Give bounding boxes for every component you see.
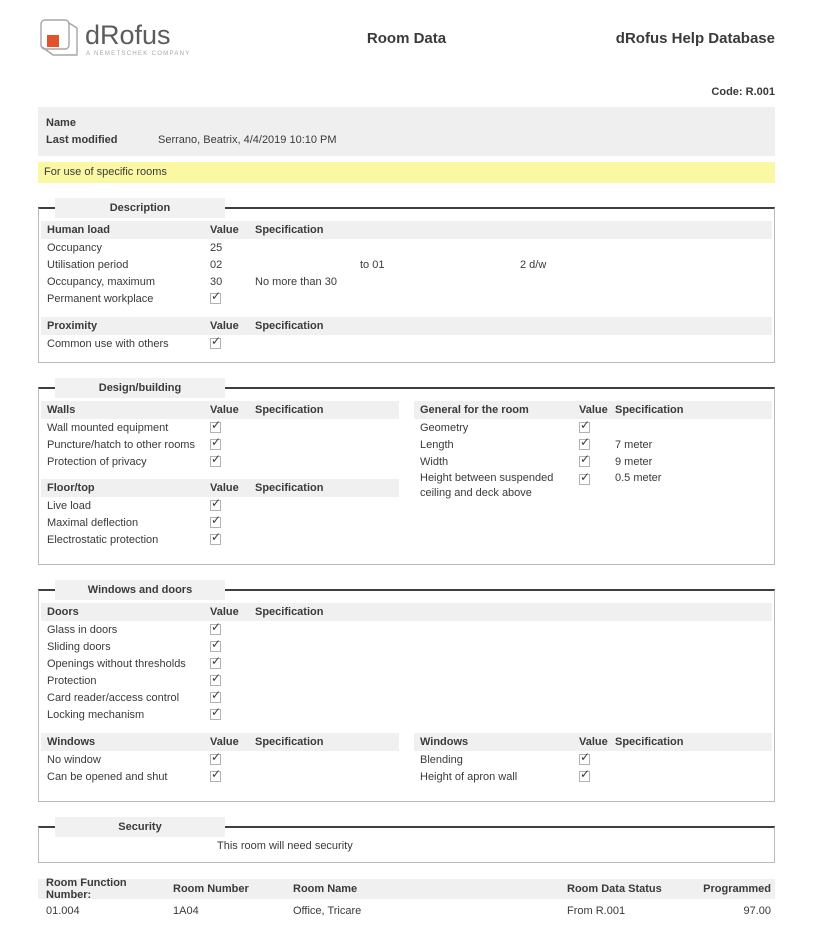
col-header-room-data-status: Room Data Status	[567, 883, 662, 895]
last-modified-row	[46, 131, 767, 148]
checkbox-checked[interactable]	[210, 289, 222, 304]
table-row	[41, 514, 399, 531]
row-label: Openings without thresholds	[47, 657, 186, 670]
col-header-room-function-number: Room Function Number:	[46, 877, 127, 901]
table-row	[41, 672, 772, 689]
section-description	[38, 202, 775, 363]
check-icon: ✓	[211, 334, 222, 349]
check-icon: ✓	[580, 452, 591, 467]
row-value	[579, 452, 615, 468]
check-icon: ✓	[211, 435, 222, 450]
logo-wordmark: dRofus	[85, 20, 171, 50]
last-modified-label: Last modified	[46, 133, 118, 146]
room-data-status: From R.001	[567, 905, 626, 917]
room-code: Code: R.001	[711, 86, 775, 98]
group-name: Doors	[47, 606, 79, 618]
table-row	[414, 768, 772, 785]
value-column-header: Value	[210, 224, 239, 236]
row-value	[210, 767, 255, 783]
row-value	[210, 496, 255, 512]
check-icon: ✓	[211, 496, 222, 511]
table-row	[41, 497, 399, 514]
table-row	[41, 239, 772, 256]
table-row	[41, 531, 399, 548]
usage-note: For use of specific rooms	[38, 162, 775, 183]
group-name: Human load	[47, 224, 110, 236]
database-title: dRofus Help Database	[615, 30, 775, 47]
checkbox-checked[interactable]	[579, 418, 591, 433]
check-icon: ✓	[211, 688, 222, 703]
design-right-column	[414, 401, 772, 548]
row-spec: 0.5 meter	[615, 472, 662, 484]
checkbox-checked[interactable]	[210, 637, 222, 652]
table-row	[41, 655, 772, 672]
checkbox-checked[interactable]	[210, 496, 222, 511]
table-row	[41, 706, 772, 723]
value-column-header: Value	[210, 320, 239, 332]
group-header-human-load	[41, 221, 772, 239]
logo-orange-square	[47, 35, 59, 47]
table-row	[38, 901, 775, 921]
check-icon: ✓	[580, 767, 591, 782]
checkbox-checked[interactable]	[579, 750, 591, 765]
check-icon: ✓	[211, 671, 222, 686]
row-label: Occupancy, maximum	[47, 275, 155, 288]
row-label: Glass in doors	[47, 623, 118, 636]
row-spec: 9 meter	[615, 455, 653, 468]
table-row	[414, 419, 772, 436]
checkbox-checked[interactable]	[210, 334, 222, 349]
checkbox-checked[interactable]	[210, 705, 222, 720]
checkbox-checked[interactable]	[210, 767, 222, 782]
row-label: Protection	[47, 674, 97, 687]
checkbox-checked[interactable]	[210, 530, 222, 545]
value-column-header: Value	[210, 736, 239, 748]
row-label: Height of apron wall	[420, 770, 518, 783]
row-label: No window	[47, 753, 101, 766]
checkbox-checked[interactable]	[210, 688, 222, 703]
row-value: 30	[210, 275, 223, 288]
specification-column-header: Specification	[255, 224, 324, 236]
check-icon: ✓	[211, 530, 222, 545]
checkbox-checked[interactable]	[210, 620, 222, 635]
section-security	[38, 821, 775, 863]
row-label: Blending	[420, 753, 463, 766]
row-label: Length	[420, 438, 454, 451]
table-row	[41, 453, 399, 470]
row-label: Common use with others	[47, 337, 169, 350]
row-label: Maximal deflection	[47, 516, 139, 529]
row-label: Puncture/hatch to other rooms	[47, 438, 195, 451]
group-header-walls	[41, 401, 399, 419]
section-design-building-tab: Design/building	[55, 378, 225, 398]
section-windows-doors	[38, 584, 775, 802]
windows-right-column	[414, 733, 772, 785]
table-row	[414, 453, 772, 470]
programmed-value: 97.00	[743, 905, 771, 917]
row-label: Permanent workplace	[47, 292, 154, 305]
table-row	[414, 751, 772, 768]
table-row	[41, 273, 772, 290]
group-header-proximity	[41, 317, 772, 335]
row-label: Utilisation period	[47, 258, 129, 271]
row-value: 25	[210, 241, 223, 254]
value-column-header: Value	[210, 482, 239, 494]
group-header-floor-top	[41, 479, 399, 497]
group-name: Floor/top	[47, 482, 95, 494]
row-label: Height between suspended ceiling and deck above	[420, 472, 554, 499]
report-header	[38, 14, 775, 62]
check-icon: ✓	[580, 418, 591, 433]
specification-column-header: Specification	[255, 606, 324, 618]
check-icon: ✓	[211, 767, 222, 782]
room-summary-table	[38, 879, 775, 921]
check-icon: ✓	[211, 452, 222, 467]
row-value	[210, 334, 255, 350]
table-row	[41, 290, 772, 307]
row-label: Protection of privacy	[47, 455, 147, 468]
row-value	[579, 471, 615, 487]
room-name: Office, Tricare	[293, 905, 362, 917]
col-header-room-name: Room Name	[293, 883, 358, 895]
group-header-windows	[414, 733, 772, 751]
row-spec: 7 meter	[615, 438, 653, 451]
checkbox-checked[interactable]	[210, 513, 222, 528]
section-security-tab: Security	[55, 817, 225, 837]
checkbox-checked[interactable]	[210, 452, 222, 467]
check-icon: ✓	[211, 289, 222, 304]
group-name: Proximity	[47, 320, 98, 332]
row-value	[579, 767, 615, 783]
group-header-general	[414, 401, 772, 419]
checkbox-checked[interactable]	[579, 452, 591, 467]
table-row	[41, 621, 772, 638]
row-label: Sliding doors	[47, 640, 111, 653]
table-row	[41, 256, 772, 273]
row-label: Wall mounted equipment	[47, 421, 169, 434]
table-row	[414, 436, 772, 453]
row-label: Geometry	[420, 421, 469, 434]
row-value	[210, 688, 255, 704]
row-value	[210, 637, 255, 653]
value-column-header: Value	[210, 404, 239, 416]
group-name: Windows	[47, 736, 96, 748]
row-label: Electrostatic protection	[47, 533, 159, 546]
checkbox-checked[interactable]	[210, 418, 222, 433]
check-icon: ✓	[211, 418, 222, 433]
row-value	[210, 418, 255, 434]
table-row	[41, 436, 399, 453]
check-icon: ✓	[580, 435, 591, 450]
section-windows-doors-tab: Windows and doors	[55, 580, 225, 600]
windows-left-column	[41, 733, 399, 785]
value-column-header: Value	[210, 606, 239, 618]
specification-column-header: Specification	[615, 736, 684, 748]
value-column-header: Value	[579, 736, 608, 748]
room-info-box	[38, 107, 775, 156]
table-row	[41, 751, 399, 768]
specification-column-header: Specification	[615, 404, 684, 416]
specification-column-header: Specification	[255, 482, 324, 494]
check-icon: ✓	[211, 513, 222, 528]
table-row	[414, 470, 772, 501]
row-value	[579, 418, 615, 434]
row-value	[210, 654, 255, 670]
drofus-logo	[38, 14, 268, 62]
row-label: Live load	[47, 499, 92, 512]
col-header-room-number: Room Number	[173, 883, 249, 895]
checkbox-checked[interactable]	[210, 654, 222, 669]
name-label: Name	[46, 116, 76, 129]
row-label: Card reader/access control	[47, 691, 180, 704]
logo-tagline: A NEMETSCHEK COMPANY	[86, 51, 191, 57]
row-spec: No more than 30	[255, 275, 337, 288]
row-value	[579, 435, 615, 451]
section-design-building	[38, 382, 775, 565]
check-icon: ✓	[211, 620, 222, 635]
checkbox-checked[interactable]	[579, 767, 591, 782]
checkbox-checked[interactable]	[579, 469, 591, 485]
checkbox-checked[interactable]	[210, 750, 222, 765]
security-note: This room will need security	[217, 840, 353, 852]
checkbox-checked[interactable]	[210, 435, 222, 450]
row-value	[210, 452, 255, 468]
group-header-doors	[41, 603, 772, 621]
page-title: Room Data	[366, 30, 447, 47]
row-label: Can be opened and shut	[47, 770, 168, 783]
specification-column-header: Specification	[255, 736, 324, 748]
checkbox-checked[interactable]	[579, 435, 591, 450]
room-function-number: 01.004	[46, 905, 80, 917]
value-column-header: Value	[579, 404, 608, 416]
table-row	[41, 689, 772, 706]
table-row	[41, 419, 399, 436]
row-value	[210, 435, 255, 451]
row-label: Locking mechanism	[47, 708, 145, 721]
row-value	[210, 289, 255, 305]
table-row	[41, 638, 772, 655]
section-description-tab: Description	[55, 198, 225, 218]
row-value	[210, 750, 255, 766]
col-header-programmed: Programmed	[703, 883, 771, 895]
drofus-logo-graphic	[38, 14, 213, 62]
row-extra-1: to 01	[360, 258, 385, 271]
specification-column-header: Specification	[255, 320, 324, 332]
row-value	[210, 620, 255, 636]
last-modified-value: Serrano, Beatrix, 4/4/2019 10:10 PM	[158, 133, 337, 146]
row-label: Occupancy	[47, 241, 103, 254]
row-value	[579, 750, 615, 766]
report-page	[0, 14, 813, 921]
name-row	[46, 114, 767, 131]
check-icon: ✓	[211, 654, 222, 669]
specification-column-header: Specification	[255, 404, 324, 416]
row-value: 02	[210, 258, 223, 271]
row-value	[210, 513, 255, 529]
row-value	[210, 530, 255, 546]
row-value	[210, 671, 255, 687]
group-name: Windows	[420, 736, 469, 748]
check-icon: ✓	[580, 469, 591, 484]
group-name: General for the room	[420, 404, 529, 416]
check-icon: ✓	[211, 705, 222, 720]
design-left-column	[41, 401, 399, 548]
row-extra-2: 2 d/w	[520, 258, 547, 271]
row-label: Width	[420, 455, 449, 468]
check-icon: ✓	[211, 750, 222, 765]
group-header-windows	[41, 733, 399, 751]
check-icon: ✓	[580, 750, 591, 765]
check-icon: ✓	[211, 637, 222, 652]
table-row	[41, 768, 399, 785]
room-table-header	[38, 879, 775, 899]
room-number: 1A04	[173, 905, 199, 917]
checkbox-checked[interactable]	[210, 671, 222, 686]
group-name: Walls	[47, 404, 76, 416]
table-row	[41, 335, 772, 352]
row-value	[210, 705, 255, 721]
